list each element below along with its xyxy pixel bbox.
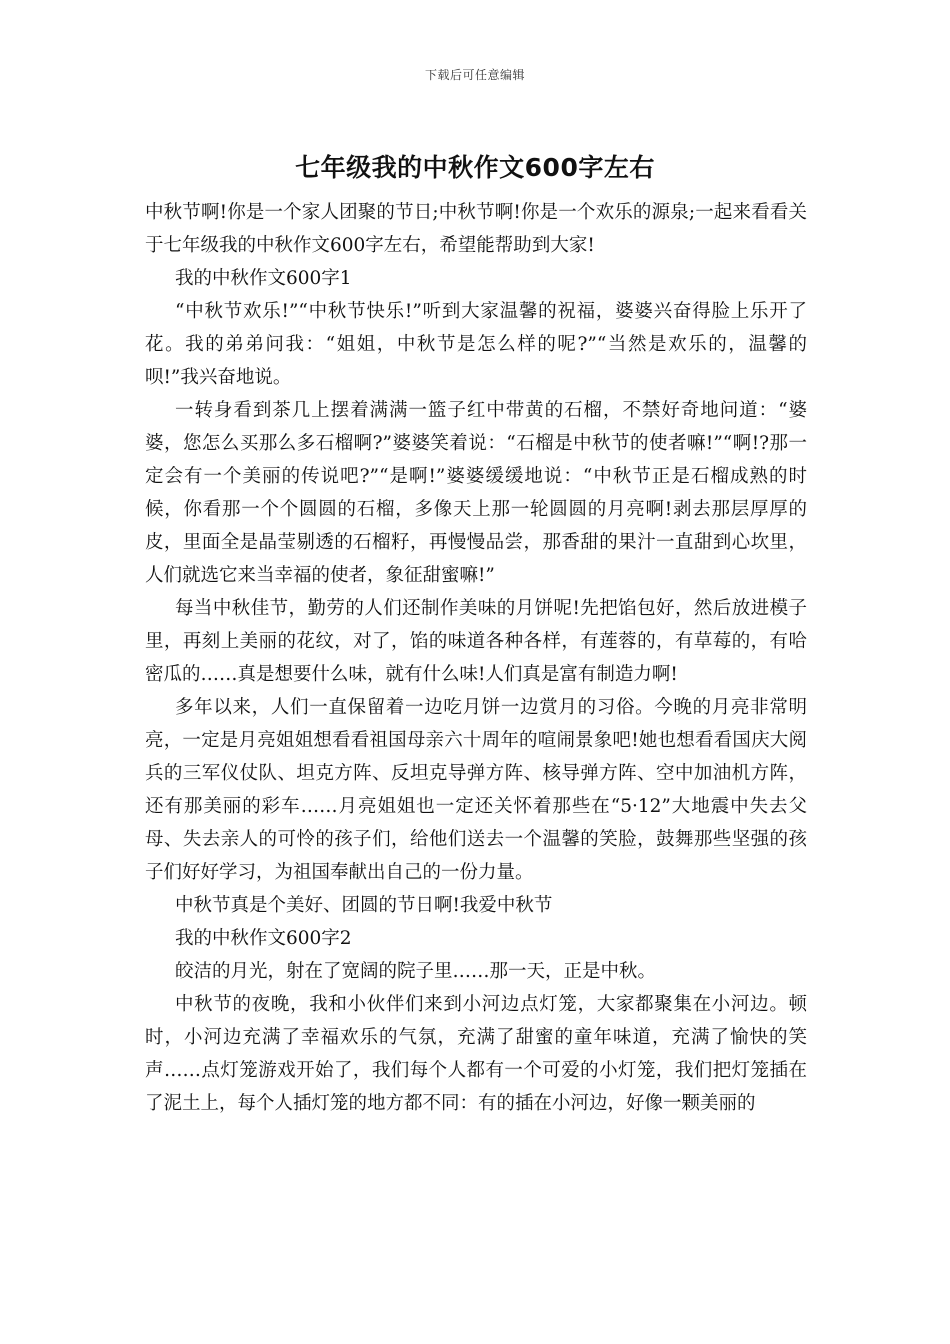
document-title: 七年级我的中秋作文600字左右: [295, 153, 655, 182]
paragraph: 中秋节的夜晚，我和小伙伴们来到小河边点灯笼，大家都聚集在小河边。顿时，小河边充满了幸福欢乐的气氛，充满了甜蜜的童年味道，充满了愉快的笑声……点灯笼游戏开始了，我们每个人都有一个可爱的小灯笼，我们把灯笼插在了泥土上，每个人插灯笼的地方都不同：有的插在小河边，好像一颗美丽的: [145, 994, 807, 1114]
paragraph: 皎洁的月光，射在了宽阔的院子里……那一天，正是中秋。: [175, 961, 657, 982]
paragraph: 每当中秋佳节，勤劳的人们还制作美味的月饼呢!先把馅包好，然后放进模子里，再刻上美丽的花纹，对了，馅的味道各种各样，有莲蓉的，有草莓的，有哈密瓜的……真是想要什么味，就有什么味!人们真是富有制造力啊!: [145, 598, 807, 685]
paragraph-intro: 中秋节啊!你是一个家人团聚的节日;中秋节啊!你是一个欢乐的源泉;一起来看看关于七年级我的中秋作文600字左右，希望能帮助到大家!: [145, 202, 807, 256]
header-note: 下载后可任意编辑: [424, 68, 525, 82]
paragraph: 一转身看到茶几上摆着满满一篮子红中带黄的石榴，不禁好奇地问道：“婆婆，您怎么买那么多石榴啊?”婆婆笑着说：“石榴是中秋节的使者嘛!”“啊!?那一定会有一个美丽的传说吧?”“是啊!”婆婆缓缓地说：“中秋节正是石榴成熟的时候，你看那一个个圆圆的石榴，多像天上那一轮圆圆的月亮啊!剥去那层厚厚的皮，里面全是晶莹剔透的石榴籽，再慢慢品尝，那香甜的果汁一直甜到心坎里，人们就选它来当幸福的使者，象征甜蜜嘛!”: [145, 400, 807, 586]
paragraph-subheading-2: 我的中秋作文600字2: [175, 928, 352, 949]
paragraph: 多年以来，人们一直保留着一边吃月饼一边赏月的习俗。今晚的月亮非常明亮，一定是月亮姐姐想看看祖国母亲六十周年的喧闹景象吧!她也想看看国庆大阅兵的三军仪仗队、坦克方阵、反坦克导弹方阵、核导弹方阵、空中加油机方阵，还有那美丽的彩车……月亮姐姐也一定还关怀着那些在“5·12”大地震中失去父母、失去亲人的可怜的孩子们，给他们送去一个温馨的笑脸，鼓舞那些坚强的孩子们好好学习，为祖国奉献出自己的一份力量。: [145, 697, 807, 883]
paragraph: 中秋节真是个美好、团圆的节日啊!我爱中秋节: [175, 895, 553, 916]
paragraph-subheading-1: 我的中秋作文600字1: [175, 268, 352, 289]
document-body: [145, 196, 807, 1120]
paragraph: “中秋节欢乐!”“中秋节快乐!”听到大家温馨的祝福，婆婆兴奋得脸上乐开了花。我的弟弟问我：“姐姐，中秋节是怎么样的呢?”“当然是欢乐的，温馨的呗!”我兴奋地说。: [145, 301, 807, 388]
